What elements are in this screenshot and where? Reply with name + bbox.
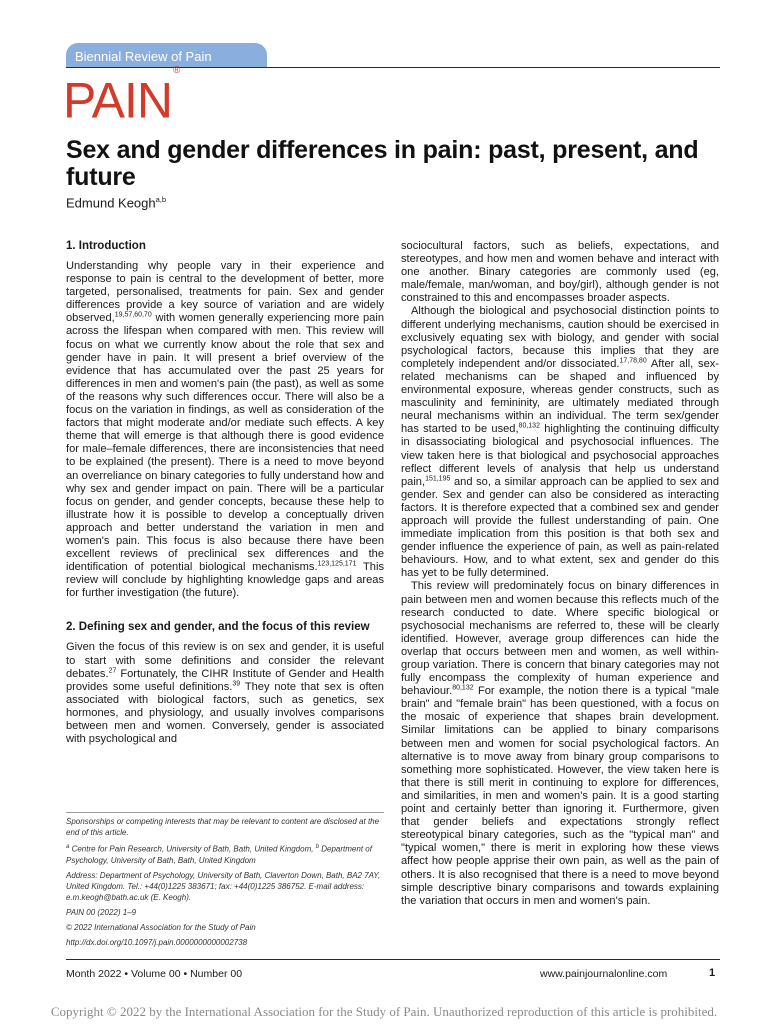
- journal-logo-text: PAIN: [63, 72, 172, 129]
- section-tab: Biennial Review of Pain: [66, 43, 267, 68]
- footer-rule: [66, 959, 720, 960]
- citation-ref: 19,57,60,70: [114, 311, 152, 319]
- author-name: Edmund Keogh: [66, 195, 156, 211]
- citation-ref: 80,132: [518, 422, 540, 430]
- competing-interests-note: Sponsorships or competing interests that may be relevant to content are disclosed at the end of this article.: [66, 817, 380, 837]
- citation-ref: 17,78,80: [619, 357, 647, 365]
- correspondence-address: Address: Department of Psychology, University of Bath, Claverton Down, Bath, BA2 7AY, United Kingdom. Tel.: +44(0)1225 383671; fax: +44(0)1225 386752. E-mail address: e.m.keogh@bath.ac.uk (E. Keogh).: [66, 870, 381, 902]
- header-rule: [66, 67, 720, 68]
- citation-ref: 123,125,171: [317, 560, 357, 568]
- journal-logo: [63, 65, 181, 129]
- intro-paragraph: Understanding why people vary in their experience and response to pain is central to the development of better, more targeted, personalised, treatments for pain. Sex and gender differences provide a key source of variation and are widely observed,$^{19,57,60,70}$ with women generally experiencing more pain across the lifespan when compared with men. This review will focus on what we currently know about the role that sex and gender have in pain. It will present a brief overview of the evidence that has accumulated over the past 25 years for differences in men and women's pain (the past), as well as some of the reasons why such differences occur. There will also be a focus on the variation in findings, as well as consideration of the factors that might moderate and/or mediate such effects. A key theme that will emerge is that although there is good evidence for male–female differences, there are inconsistencies that need to be explained (the present). There is a need to move beyond an overreliance on binary categories to fully understand how and why sex and gender impact on pain. There will be a particular focus on gender, and gender concepts, because these help to illustrate how it is possible to develop a conceptually driven approach and better understand the variation in men and women's pain. This focus is also because there have been excellent reviews of preclinical sex differences and the identification of potential biological mechanisms.$^{123,125,171}$ This review will conclude by highlighting knowledge gaps and areas for further investigation (the future).: [66, 260, 384, 600]
- author-affiliation-marks: a,b: [155, 195, 167, 204]
- footnote-rule: [66, 812, 384, 813]
- body-paragraph: This review will predominately focus on binary differences in pain between men and women because this reflects much of the research conducted to date. Where specific biological or psychosocial mechanisms are referred to, these will be clearly identified. However, average group differences can hide the overlap that occurs between men and women, as well within-group variation. There is concern that binary categories may not fully encompass the complexity of human experience and behaviour.$^{80,132}$ For example, the notion there is a typical "male brain" and "female brain" has been questioned, with a focus on the mosaic of experience that shapes brain development. Similar limitations can be applied to binary comparisons between men and women for social psychological factors. An alternative is to move away from binary group comparisons to something more sophisticated. However, the view taken here is that there is still merit in continuing to explore for differences, and similarities, in men and women's pain. It is a good starting point and certainly better than ignoring it. Furthermore, given that gender beliefs and expectations strongly reflect stereotypical binary categories, such as the "typical man" and "typical women," there is merit in exploring how these views affect how people apprise their own pain, as well as the pain of others. It is also recognised that there is a need to move beyond simple descriptive binary comparisons and towards explaining the variation that occurs in men and women's pain.: [401, 580, 719, 907]
- citation-ref: 151,195: [425, 475, 451, 482]
- body-paragraph: Although the biological and psychosocial distinction points to different underlying mechanisms, caution should be exercised in exclusively equating sex with biology, and gender with social psychological factors, because this implies that they are completely independent and/or dissociated.$^{17,78,80}$ After all, sex-related mechanisms can be shaped and influenced by environmental exposure, whereas gender constructs, such as masculinity and femininity, are ultimately mediated through neural mechanisms within an individual. The term sex/gender has started to be used,$^{80,132}$ highlighting the continuing difficulty in disassociating biological and psychosocial influences. The view taken here is that biological and psychosocial approaches reflect different levels of analysis that help us understand pain,$^{151,195}$ and so, a similar approach can be applied to sex and gender. Sex and gender can also be considered as interacting factors. It is therefore expected that a combined sex and gender approach will provide the fullest understanding of pain. One immediate implication from this position is that both sex and gender influence the experience of pain, as well as pain-related behaviours. How, and to what extent, sex and gender do this has yet to be fully determined.: [401, 305, 719, 580]
- footnotes: [66, 812, 384, 952]
- section-heading-definitions: 2. Defining sex and gender, and the focus of this review: [66, 621, 370, 634]
- page-number: 1: [709, 967, 716, 979]
- affiliations-note: $^a$ Centre for Pain Research, University of Bath, Bath, United Kingdom, $^b$ Department of Psychology, University of Bath, Bath, United Kingdom: [66, 844, 372, 865]
- right-column: [401, 240, 719, 908]
- journal-citation: PAIN 00 (2022) 1–9: [66, 907, 137, 917]
- citation-ref: 80,132: [452, 684, 474, 692]
- definitions-paragraph: Given the focus of this review is on sex and gender, it is useful to start with some definitions and consider the relevant debates.$^{27}$ Fortunately, the CIHR Institute of Gender and Health provides some useful definitions.$^{39}$ They note that sex is often associated with biological factors, such as genetics, sex hormones, and physiology, and usually involves comparisons between men and women. Conversely, gender is associated with psychological and: [66, 641, 384, 746]
- journal-website-link[interactable]: www.painjournalonline.com: [540, 968, 668, 980]
- issue-info: Month 2022 • Volume 00 • Number 00: [66, 968, 243, 980]
- author-line: [66, 195, 166, 210]
- left-column: [66, 240, 384, 746]
- registered-mark: ®: [173, 65, 181, 76]
- section-heading-introduction: 1. Introduction: [66, 240, 146, 252]
- citation-ref: 27: [108, 666, 117, 674]
- body-paragraph: sociocultural factors, such as beliefs, expectations, and stereotypes, and how men and women behave and interact with one another. Binary categories are commonly used (eg, male/female, man/woman, and boy/girl), although gender is not constrained to this and encompasses broader aspects.: [401, 240, 719, 305]
- copyright-note: © 2022 International Association for the Study of Pain: [66, 922, 256, 932]
- copyright-watermark: Copyright © 2022 by the International Association for the Study of Pain. Unauthorized reproduction of this article is prohibited.: [50, 1004, 718, 1019]
- doi-link[interactable]: http://dx.doi.org/10.1097/j.pain.0000000000002738: [66, 937, 248, 947]
- article-title: Sex and gender differences in pain: past, present, and future: [66, 136, 699, 191]
- citation-ref: 39: [232, 680, 241, 688]
